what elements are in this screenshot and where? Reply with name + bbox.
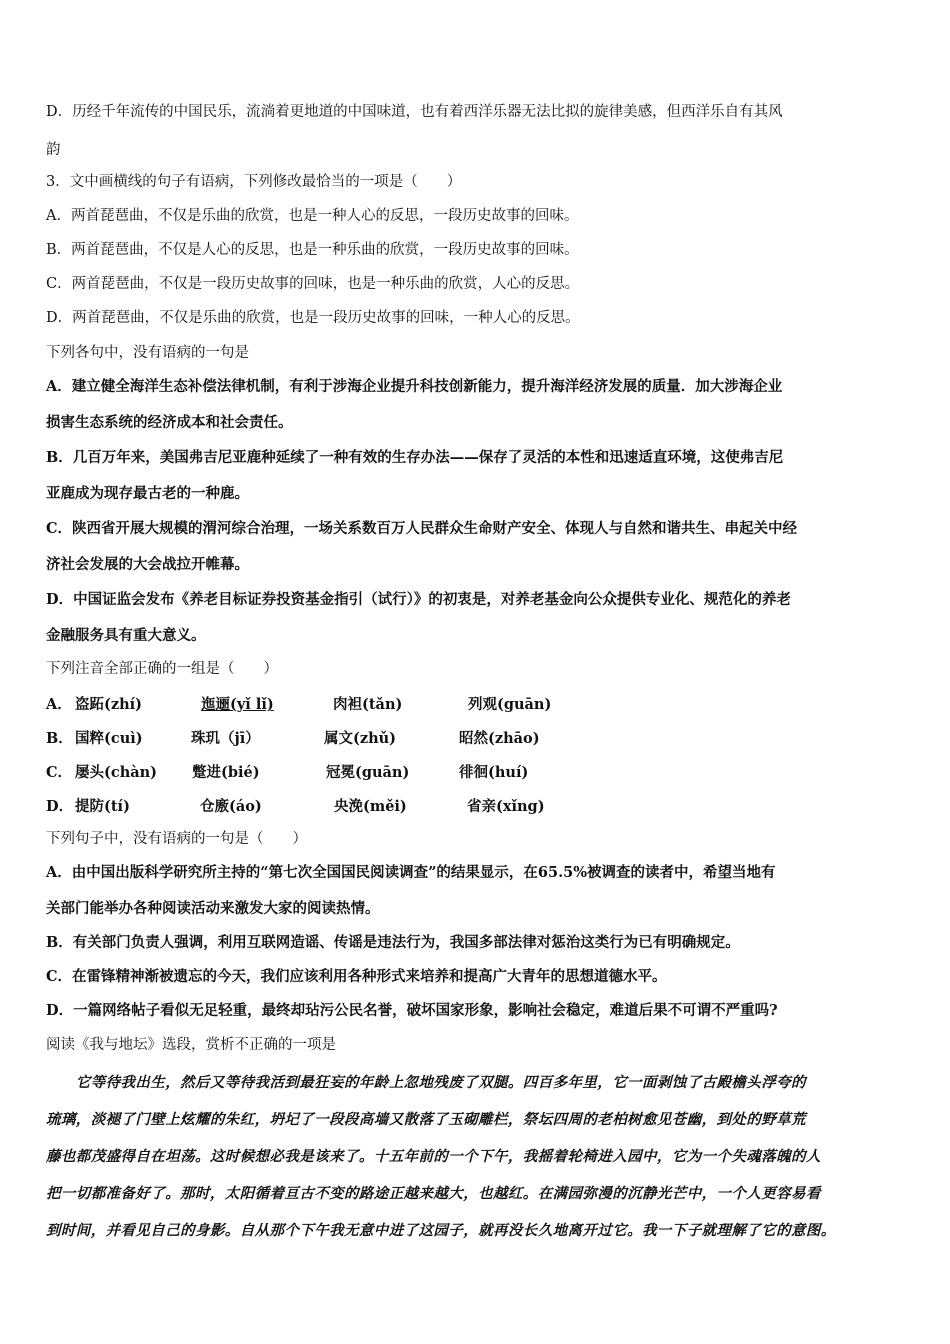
passage-line: 它等待我出生，然后又等待我活到最狂妄的年龄上忽地残废了双腿。四百多年里，它一面剥蚀了古殿檐头浮夸的 xyxy=(46,1074,806,1091)
q7-stem: 阅读《我与地坛》选段，赏析不正确的一项是 xyxy=(46,1037,336,1053)
pinyin-item: 屡头(chàn) xyxy=(75,764,158,781)
q3-option-a: A．两首琵琶曲，不仅是乐曲的欣赏，也是一种人心的反思，一段历史故事的回味。 xyxy=(46,208,579,224)
pinyin-item: 冠冕(guān) xyxy=(326,764,410,781)
pinyin-item: 珠玑（jī） xyxy=(191,730,260,747)
q4-option-d-line1: D．中国证监会发布《养老目标证券投资基金指引（试行）》的初衷是，对养老基金向公众提供专业化、规范化的养老 xyxy=(46,591,791,608)
option-label: B． xyxy=(46,730,73,747)
q4-option-a-line1: A．建立健全海洋生态补偿法律机制，有利于涉海企业提升科技创新能力，提升海洋经济发展的质量．加大涉海企业 xyxy=(46,378,783,395)
pinyin-item: 央浼(měi) xyxy=(334,798,407,815)
pinyin-item: 省亲(xǐng) xyxy=(467,798,545,815)
q2-option-d-line1: D．历经千年流传的中国民乐，流淌着更地道的中国味道，也有着西洋乐器无法比拟的旋律美感，但西洋乐自有其风 xyxy=(46,104,783,120)
q4-stem: 下列各句中，没有语病的一句是 xyxy=(46,345,249,361)
q4-option-b-line1: B．几百万年来，美国弗吉尼亚鹿种延续了一种有效的生存办法——保存了灵活的本性和迅速适直环境，这使弗吉尼 xyxy=(46,449,784,466)
passage-line: 藤也都茂盛得自在坦荡。这时候想必我是该来了。十五年前的一个下午，我摇着轮椅进入园中，它为一个失魂落魄的人 xyxy=(46,1148,821,1165)
pinyin-item: 国粹(cuì) xyxy=(75,730,143,747)
q2-option-d-line2: 韵 xyxy=(46,142,61,158)
passage-line: 到时间，并看见自己的身影。自从那个下午我无意中进了这园子，就再没长久地离开过它。我一下子就理解了它的意图。 xyxy=(46,1222,836,1239)
pinyin-item: 徘徊(huí) xyxy=(459,764,529,781)
pinyin-item: 属文(zhǔ) xyxy=(324,730,397,747)
q6-option-c: C．在雷锋精神渐被遗忘的今天，我们应该利用各种形式来培养和提高广大青年的思想道德水平。 xyxy=(46,968,667,985)
pinyin-item: 昭然(zhāo) xyxy=(459,730,540,747)
q6-option-d: D．一篇网络帖子看似无足轻重，最终却玷污公民名誉，破坏国家形象，影响社会稳定，难道后果不可谓不严重吗? xyxy=(46,1002,778,1019)
pinyin-item: 盗跖(zhí) xyxy=(75,696,143,713)
q4-option-a-line2: 损害生态系统的经济成本和社会责任。 xyxy=(46,414,293,431)
pinyin-item: 迤逦(yǐ lǐ) xyxy=(201,696,274,713)
q6-option-a-line1: A．由中国出版科学研究所主持的“第七次全国国民阅读调查”的结果显示，在65.5%被调查的读者中，希望当地有 xyxy=(46,864,776,881)
option-label: C． xyxy=(46,764,73,781)
pinyin-item: 提防(tí) xyxy=(75,798,130,815)
passage-line: 把一切都准备好了。那时，太阳循着亘古不变的路途正越来越大，也越红。在满园弥漫的沉静光芒中，一个人更容易看 xyxy=(46,1185,821,1202)
pinyin-item: 仓廒(áo) xyxy=(200,798,262,815)
q4-option-b-line2: 亚鹿成为现存最古老的一种鹿。 xyxy=(46,485,249,502)
q4-option-d-line2: 金融服务具有重大意义。 xyxy=(46,627,206,644)
option-label: D． xyxy=(46,798,74,815)
q6-option-a-line2: 关部门能举办各种阅读活动来激发大家的阅读热情。 xyxy=(46,900,380,917)
passage-line: 琉璃，淡褪了门壁上炫耀的朱红，坍圮了一段段高墙又散落了玉砌雕栏，祭坛四周的老柏树愈见苍幽，到处的野草荒 xyxy=(46,1111,806,1128)
q5-stem: 下列注音全部正确的一组是（ ） xyxy=(46,661,278,677)
q3-option-c: C．两首琵琶曲，不仅是一段历史故事的回味，也是一种乐曲的欣赏，人心的反思。 xyxy=(46,276,580,292)
pinyin-item: 蹩进(bié) xyxy=(192,764,260,781)
q4-option-c-line1: C．陕西省开展大规模的渭河综合治理，一场关系数百万人民群众生命财产安全、体现人与自然和谐共生、串起关中经 xyxy=(46,520,798,537)
q6-option-b: B．有关部门负责人强调，利用互联网造谣、传谣是违法行为，我国多部法律对惩治这类行为已有明确规定。 xyxy=(46,934,740,951)
q6-stem: 下列句子中，没有语病的一句是（ ） xyxy=(46,831,307,847)
option-label: A． xyxy=(46,696,72,713)
q4-option-c-line2: 济社会发展的大会战拉开帷幕。 xyxy=(46,556,249,573)
q3-stem: 3．文中画横线的句子有语病，下列修改最恰当的一项是（ ） xyxy=(46,174,462,190)
pinyin-item: 肉袒(tǎn) xyxy=(333,696,403,713)
pinyin-item: 列观(guān) xyxy=(468,696,552,713)
q3-option-d: D．两首琵琶曲，不仅是乐曲的欣赏，也是一段历史故事的回味，一种人心的反思。 xyxy=(46,310,580,326)
q3-option-b: B．两首琵琶曲，不仅是人心的反思，也是一种乐曲的欣赏，一段历史故事的回味。 xyxy=(46,242,579,258)
